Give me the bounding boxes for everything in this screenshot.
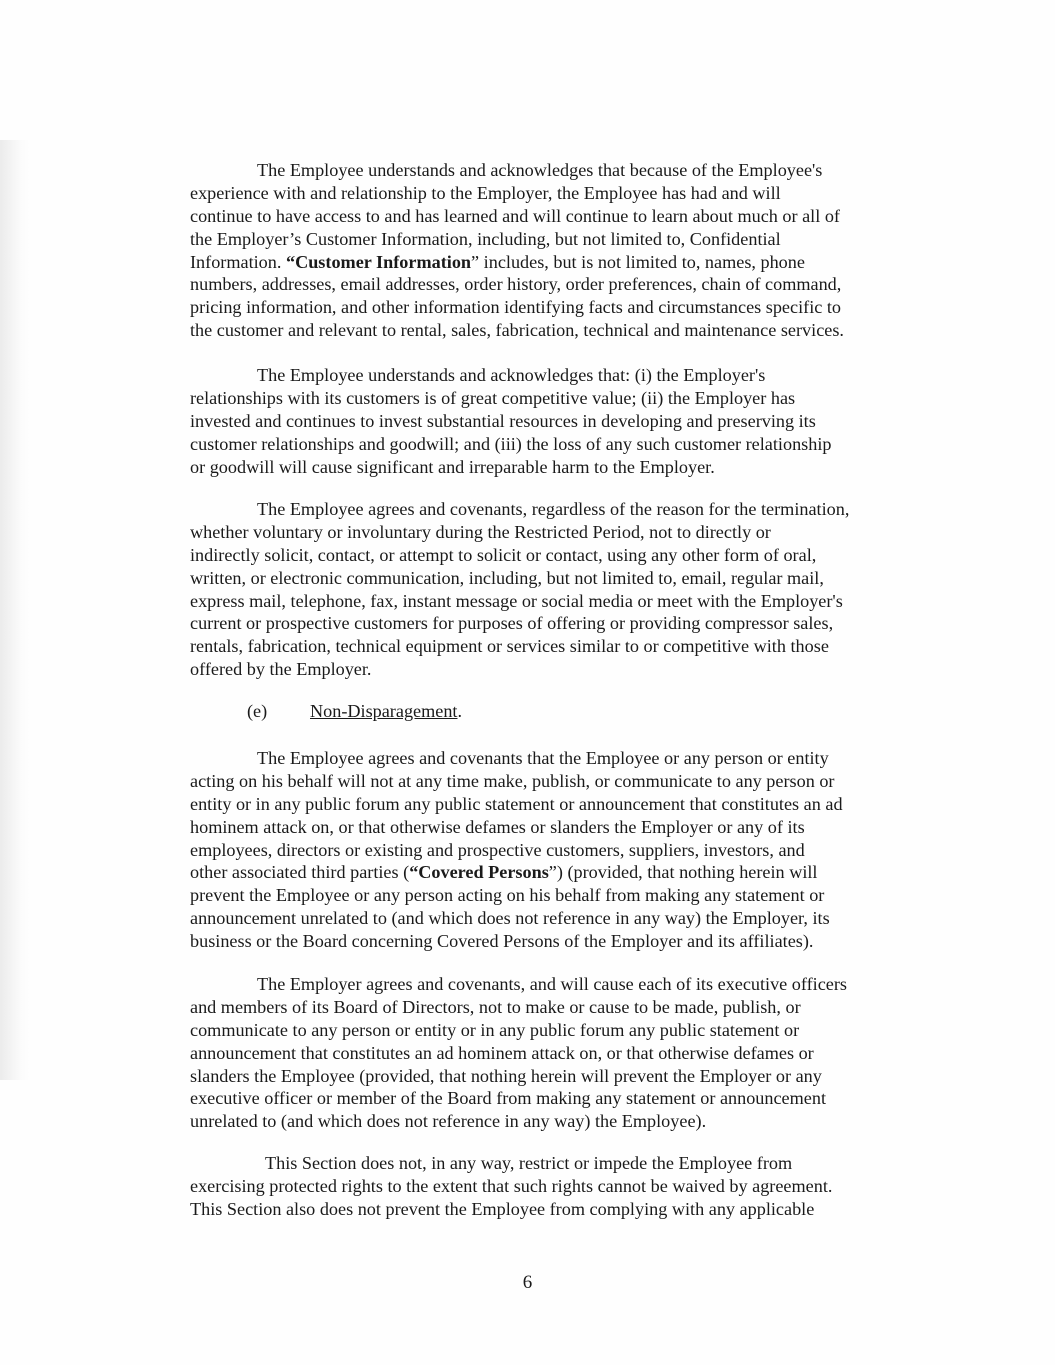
text-line: current or prospective customers for purposes of offering or providing compressor sales, bbox=[190, 613, 834, 634]
text-line: slanders the Employee (provided, that nothing herein will prevent the Employer or any bbox=[190, 1065, 822, 1086]
text-line: written, or electronic communication, including, but not limited to, email, regular mail, bbox=[190, 567, 824, 588]
text-line: announcement unrelated to (and which does not reference in any way) the Employer, its bbox=[190, 908, 830, 929]
text-line: The Employee agrees and covenants, regardless of the reason for the termination, bbox=[257, 499, 850, 519]
text-line: business or the Board concerning Covered Persons of the Employer and its affiliates). bbox=[190, 931, 814, 952]
text-line: executive officer or member of the Board from making any statement or announcement bbox=[190, 1088, 826, 1109]
text-line: whether voluntary or involuntary during the Restricted Period, not to directly or bbox=[190, 521, 771, 542]
text-line: The Employee agrees and covenants that the Employee or any person or entity bbox=[257, 748, 829, 768]
text-line: or goodwill will cause significant and irreparable harm to the Employer. bbox=[190, 456, 715, 477]
paragraph-non-solicitation bbox=[190, 498, 910, 681]
paragraph-customer-relationships bbox=[190, 364, 910, 478]
text-line: pricing information, and other information identifying facts and circumstances specific to bbox=[190, 297, 842, 318]
text-line: prevent the Employee or any person acting on his behalf from making any statement or bbox=[190, 885, 825, 906]
paragraph-employee-non-disparagement bbox=[190, 747, 910, 953]
text-line: invested and continues to invest substantial resources in developing and preserving its bbox=[190, 410, 816, 431]
text-run: ” includes, but is not limited to, names, phone bbox=[471, 251, 805, 272]
section-title: Non-Disparagement bbox=[310, 701, 458, 721]
text-line: experience with and relationship to the Employer, the Employee has had and will bbox=[190, 182, 781, 203]
text-line: customer relationships and goodwill; and (iii) the loss of any such customer relationship bbox=[190, 433, 832, 454]
scan-edge-shadow bbox=[0, 140, 30, 1080]
text-line: offered by the Employer. bbox=[190, 659, 372, 680]
text-line: unrelated to (and which does not reference in any way) the Employee). bbox=[190, 1111, 707, 1132]
text-line: exercising protected rights to the extent that such rights cannot be waived by agreement. bbox=[190, 1175, 833, 1196]
text-run: Information. bbox=[190, 251, 286, 272]
text-line: continue to have access to and has learned and will continue to learn about much or all of bbox=[190, 205, 840, 226]
text-line: The Employer agrees and covenants, and will cause each of its executive officers bbox=[257, 974, 848, 994]
text-line: acting on his behalf will not at any time make, publish, or communicate to any person or bbox=[190, 770, 835, 791]
section-number: (e) bbox=[247, 701, 268, 721]
text-line: This Section does not, in any way, restrict or impede the Employee from bbox=[265, 1153, 793, 1173]
text-line: relationships with its customers is of great competitive value; (ii) the Employer has bbox=[190, 387, 796, 408]
text-line: the Employer’s Customer Information, including, but not limited to, Confidential bbox=[190, 228, 781, 249]
text-line bbox=[190, 861, 910, 884]
text-line: and members of its Board of Directors, not to make or cause to be made, publish, or bbox=[190, 996, 801, 1017]
text-line: rentals, fabrication, technical equipment or services similar to or competitive with those bbox=[190, 636, 829, 657]
text-line: the customer and relevant to rental, sales, fabrication, technical and maintenance services. bbox=[190, 320, 844, 341]
text-run: other associated third parties ( bbox=[190, 862, 410, 883]
text-line: indirectly solicit, contact, or attempt to solicit or contact, using any other form of oral, bbox=[190, 544, 817, 565]
text-line: announcement that constitutes an ad hominem attack on, or that otherwise defames or bbox=[190, 1042, 814, 1063]
text-line: numbers, addresses, email addresses, order history, order preferences, chain of command, bbox=[190, 274, 842, 295]
section-heading-non-disparagement bbox=[247, 700, 462, 723]
text-line: entity or in any public forum any public statement or announcement that constitutes an ad bbox=[190, 793, 843, 814]
text-line: The Employee understands and acknowledges that because of the Employee's bbox=[257, 160, 823, 180]
text-line bbox=[190, 251, 910, 274]
text-run: ”) (provided, that nothing herein will bbox=[548, 862, 818, 883]
paragraph-employer-non-disparagement bbox=[190, 973, 910, 1133]
text-line: This Section also does not prevent the Employee from complying with any applicable bbox=[190, 1198, 815, 1219]
page-number: 6 bbox=[522, 1272, 533, 1293]
paragraph-customer-information bbox=[190, 159, 910, 342]
paragraph-protected-rights bbox=[190, 1152, 910, 1221]
text-line: employees, directors or existing and prospective customers, suppliers, investors, and bbox=[190, 839, 805, 860]
defined-term-customer-information: “Customer Information bbox=[285, 251, 472, 272]
text-line: The Employee understands and acknowledges that: (i) the Employer's bbox=[257, 365, 766, 385]
text-line: communicate to any person or entity or in any public forum any public statement or bbox=[190, 1019, 800, 1040]
section-title-period: . bbox=[457, 701, 463, 721]
defined-term-covered-persons: “Covered Persons bbox=[409, 862, 549, 883]
text-line: hominem attack on, or that otherwise defames or slanders the Employer or any of its bbox=[190, 816, 805, 837]
text-line: express mail, telephone, fax, instant message or social media or meet with the Employer's bbox=[190, 590, 843, 611]
